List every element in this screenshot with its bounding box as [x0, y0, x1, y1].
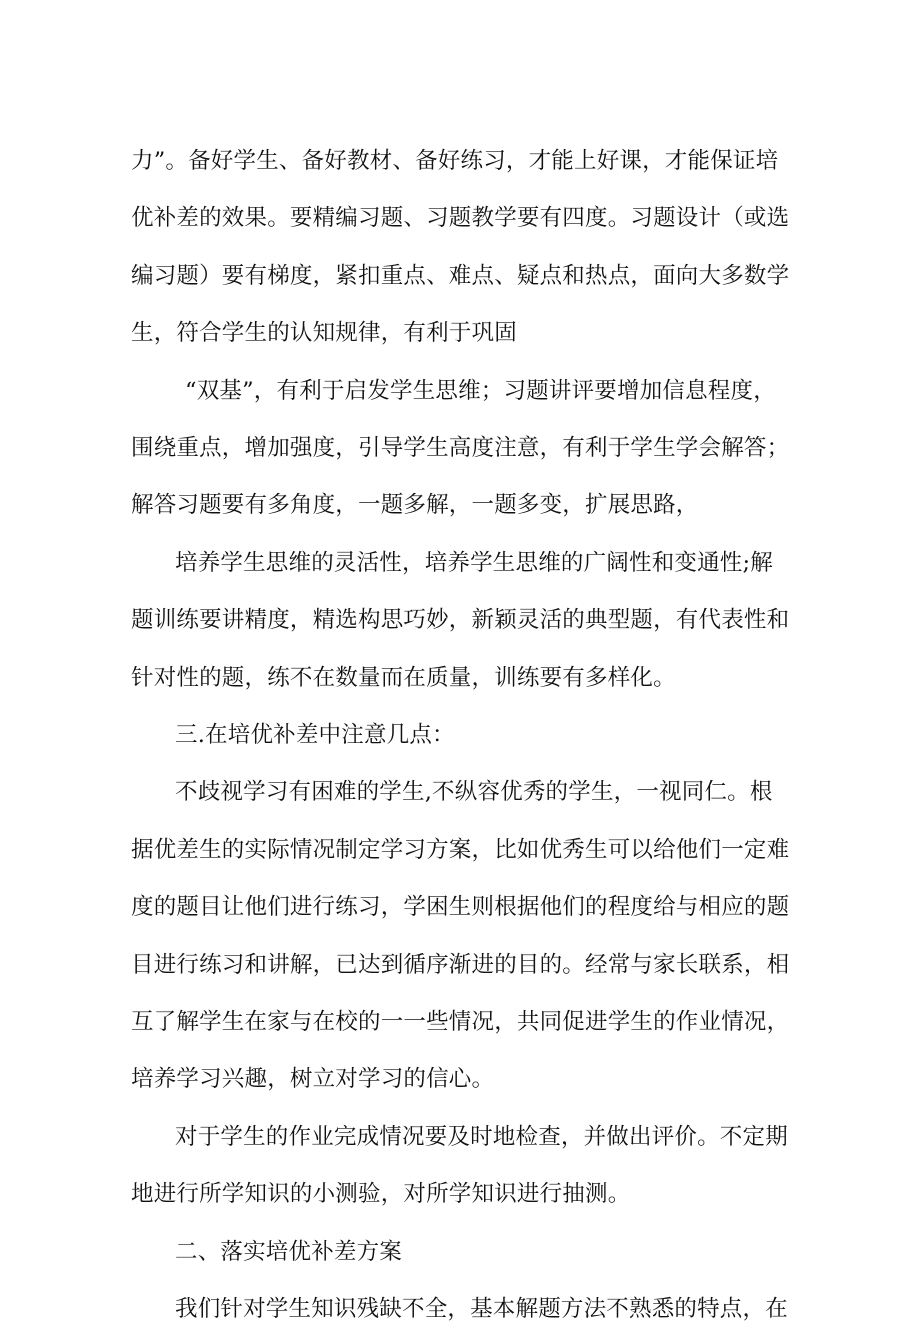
paragraph-4-line-6: 培养学习兴趣，树立对学习的信心。: [131, 1066, 495, 1092]
paragraph-1-line-4: 生，符合学生的认知规律，有利于巩固: [131, 320, 517, 346]
paragraph-3-line-2: 题训练要讲精度，精选构思巧妙，新颖灵活的典型题，有代表性和: [131, 607, 790, 633]
paragraph-1-line-3: 编习题）要有梯度，紧扣重点、难点、疑点和热点，面向大多数学: [131, 263, 790, 289]
paragraph-4-line-3: 度的题目让他们进行练习，学困生则根据他们的程度给与相应的题: [131, 894, 790, 920]
paragraph-2-line-3: 解答习题要有多角度，一题多解，一题多变，扩展思路，: [131, 492, 699, 518]
paragraph-1-line-1: 力”。备好学生、备好教材、备好练习，才能上好课，才能保证培: [131, 148, 779, 174]
paragraph-2-line-1: “双基”，有利于启发学生思维；习题讲评要增加信息程度，: [185, 378, 776, 404]
paragraph-5-line-2: 地进行所学知识的小测验，对所学知识进行抽测。: [131, 1181, 631, 1207]
paragraph-4-line-4: 目进行练习和讲解，已达到循序渐进的目的。经常与家长联系，相: [131, 952, 790, 978]
paragraph-5-line-1: 对于学生的作业完成情况要及时地检查，并做出评价。不定期: [175, 1124, 788, 1150]
section-heading-three: 三.在培优补差中注意几点：: [175, 722, 455, 748]
paragraph-4-line-5: 互了解学生在家与在校的一一些情况，共同促进学生的作业情况，: [131, 1009, 790, 1035]
paragraph-4-line-1: 不歧视学习有困难的学生,不纵容优秀的学生，一视同仁。根: [175, 779, 773, 805]
section-heading-two: 二、落实培优补差方案: [175, 1239, 403, 1265]
paragraph-3-line-3: 针对性的题，练不在数量而在质量，训练要有多样化。: [131, 665, 676, 691]
paragraph-2-line-2: 围绕重点，增加强度，引导学生高度注意，有利于学生学会解答；: [131, 435, 790, 461]
paragraph-6-line-1: 我们针对学生知识残缺不全，基本解题方法不熟悉的特点，在: [175, 1296, 788, 1322]
paragraph-3-line-1: 培养学生思维的灵活性，培养学生思维的广阔性和变通性;解: [175, 550, 773, 576]
paragraph-4-line-2: 据优差生的实际情况制定学习方案，比如优秀生可以给他们一定难: [131, 837, 790, 863]
paragraph-1-line-2: 优补差的效果。要精编习题、习题教学要有四度。习题设计（或选: [131, 205, 790, 231]
